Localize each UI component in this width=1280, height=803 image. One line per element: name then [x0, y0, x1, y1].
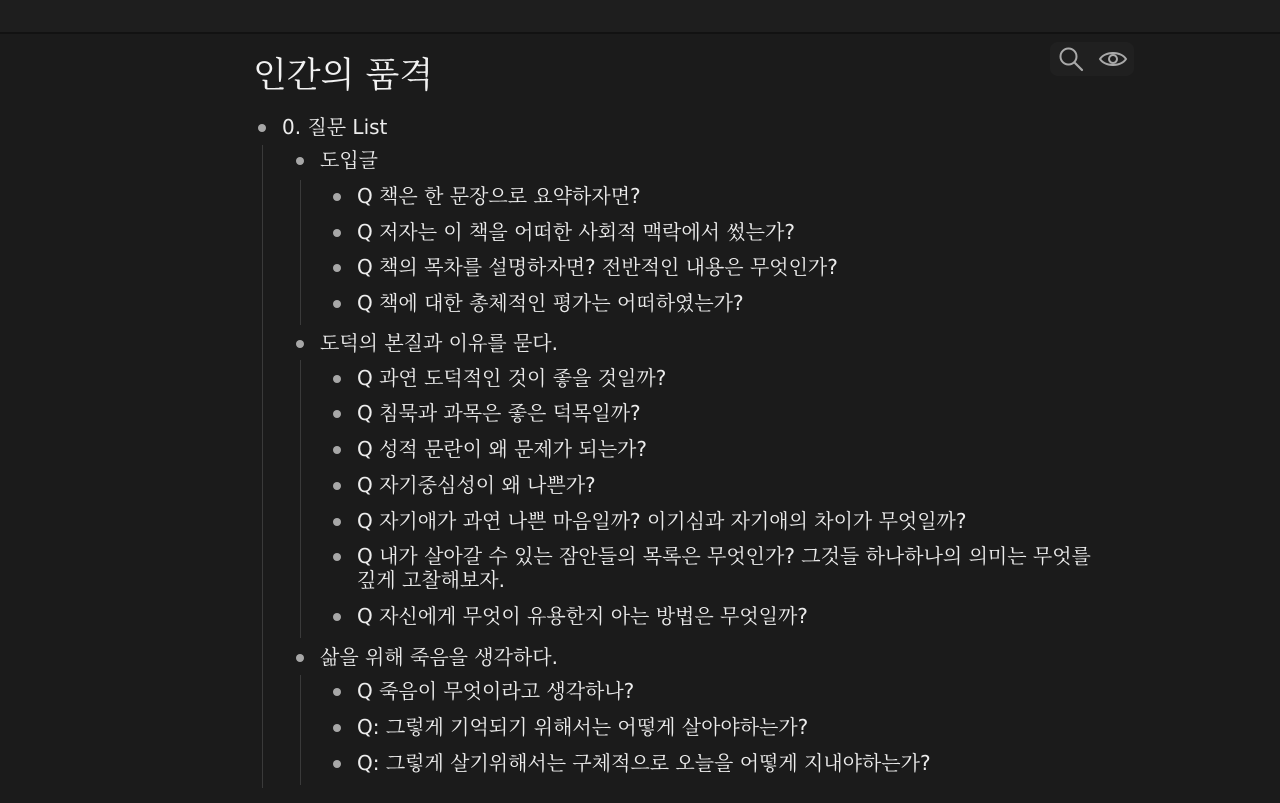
- outline-node-item[interactable]: [357, 184, 641, 208]
- outline-node-item[interactable]: [357, 437, 647, 461]
- bullet-icon[interactable]: [333, 760, 341, 768]
- bullet-icon[interactable]: [258, 124, 266, 132]
- outline-node-section[interactable]: [320, 645, 558, 669]
- outline-node-label: Q 침묵과 과목은 좋은 덕목일까?: [357, 401, 641, 425]
- outline-node-item[interactable]: [357, 509, 966, 533]
- outline-node-section[interactable]: [320, 331, 558, 355]
- outline-node-item[interactable]: [357, 604, 808, 628]
- page-title: 인간의 품격: [253, 56, 434, 96]
- bullet-icon[interactable]: [333, 375, 341, 383]
- outline-node-item[interactable]: [357, 255, 838, 279]
- outline-node-item[interactable]: [357, 544, 1097, 592]
- bullet-icon[interactable]: [333, 518, 341, 526]
- bullet-icon[interactable]: [296, 340, 304, 348]
- outline-node-label: Q: 그렇게 살기위해서는 구체적으로 오늘을 어떻게 지내야하는가?: [357, 751, 931, 775]
- outline-node-item[interactable]: [357, 751, 931, 775]
- bullet-icon[interactable]: [333, 482, 341, 490]
- bullet-icon[interactable]: [333, 613, 341, 621]
- outline-node-label: 도입글: [320, 148, 378, 172]
- outline-node-label: Q 성적 문란이 왜 문제가 되는가?: [357, 437, 647, 461]
- bullet-icon[interactable]: [296, 157, 304, 165]
- outline-node-label: Q 책에 대한 총체적인 평가는 어떠하였는가?: [357, 291, 744, 315]
- outline-node-label: Q 내가 살아갈 수 있는 잠안들의 목록은 무엇인가? 그것들 하나하나의 의미는 무엇를 깊게 고찰해보자.: [357, 544, 1091, 592]
- outline-node-label: Q 책의 목차를 설명하자면? 전반적인 내용은 무엇인가?: [357, 255, 838, 279]
- outline-node-label: Q 자기애가 과연 나쁜 마음일까? 이기심과 자기애의 차이가 무엇일까?: [357, 509, 967, 533]
- outline-node-item[interactable]: [357, 220, 795, 244]
- indent-guide: [300, 360, 301, 638]
- bullet-icon[interactable]: [296, 654, 304, 662]
- bullet-icon[interactable]: [333, 229, 341, 237]
- outline-node-item[interactable]: [357, 715, 808, 739]
- outline-node-label: 삶을 위해 죽음을 생각하다.: [320, 645, 558, 669]
- outline-node-label: Q 책은 한 문장으로 요약하자면?: [357, 184, 641, 208]
- bullet-icon[interactable]: [333, 724, 341, 732]
- outline-node-label: Q 자기중심성이 왜 나쁜가?: [357, 473, 596, 497]
- outline-node-item[interactable]: [357, 473, 596, 497]
- outline-node-label: Q: 그렇게 기억되기 위해서는 어떻게 살아야하는가?: [357, 715, 809, 739]
- outline-node-item[interactable]: [357, 401, 641, 425]
- outline-node-label: 0. 질문 List: [282, 115, 388, 139]
- outline-node-label: 도덕의 본질과 이유를 묻다.: [320, 331, 558, 355]
- outline-node-item[interactable]: [357, 291, 744, 315]
- outline-node-label: Q 자신에게 무엇이 유용한지 아는 방법은 무엇일까?: [357, 604, 808, 628]
- bullet-icon[interactable]: [333, 193, 341, 201]
- bullet-icon[interactable]: [333, 410, 341, 418]
- outline-node-root[interactable]: [282, 115, 387, 139]
- indent-guide: [300, 180, 301, 325]
- indent-guide: [300, 675, 301, 785]
- bullet-icon[interactable]: [333, 264, 341, 272]
- bullet-icon[interactable]: [333, 553, 341, 561]
- bullet-icon[interactable]: [333, 688, 341, 696]
- outline-node-item[interactable]: [357, 679, 634, 703]
- outline-node-label: Q 죽음이 무엇이라고 생각하나?: [357, 679, 635, 703]
- outline-node-section[interactable]: [320, 148, 378, 172]
- outline-node-item[interactable]: [357, 366, 666, 390]
- bullet-icon[interactable]: [333, 446, 341, 454]
- bullet-icon[interactable]: [333, 300, 341, 308]
- outline-node-label: Q 과연 도덕적인 것이 좋을 것일까?: [357, 366, 667, 390]
- outline-node-label: Q 저자는 이 책을 어떠한 사회적 맥락에서 썼는가?: [357, 220, 795, 244]
- indent-guide: [262, 145, 263, 788]
